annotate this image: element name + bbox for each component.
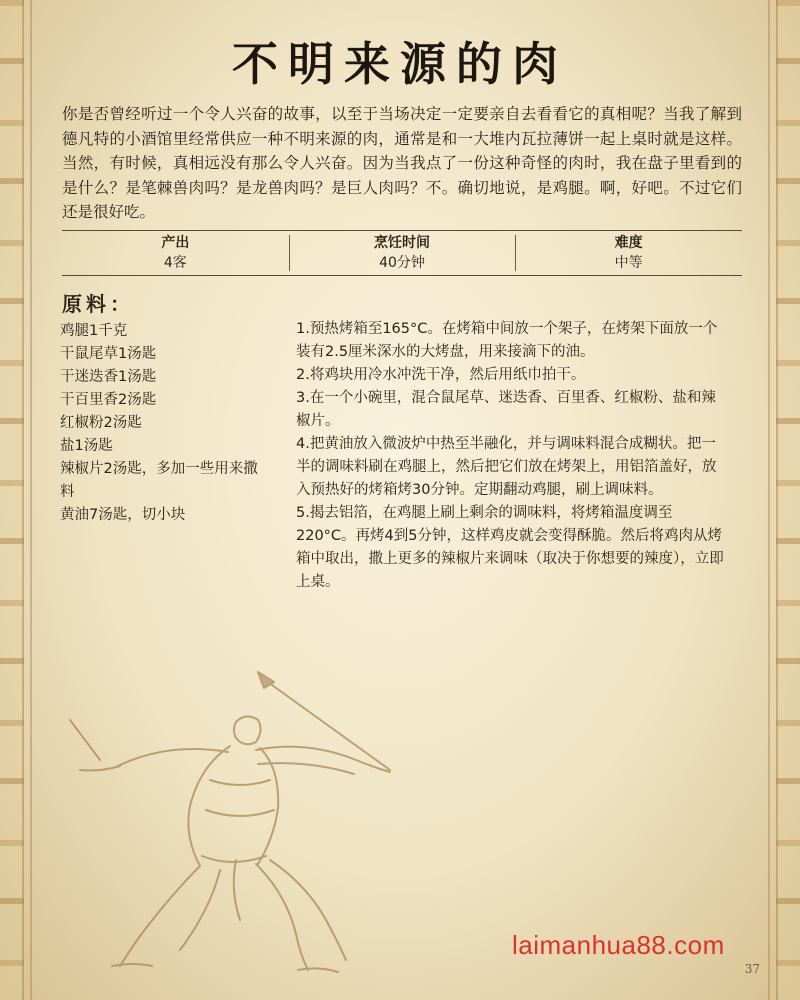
ingredient-item: 辣椒片2汤匙，多加一些用来撒料: [60, 461, 258, 500]
recipe-stats-bar: [62, 230, 742, 276]
instructions-list: [296, 318, 726, 594]
instruction-step: 1.预热烤箱至165°C。在烤箱中间放一个架子，在烤架下面放一个装有2.5厘米深水的大烤盘，用来接滴下的油。: [296, 321, 718, 360]
right-decorative-border: [776, 0, 800, 1000]
instruction-step: 5.揭去铝箔，在鸡腿上刷上剩余的调味料，将烤箱温度调至220°C。再烤4到5分钟，这样鸡皮就会变得酥脆。然后将鸡肉从烤箱中取出，撒上更多的辣椒片来调味（取决于你想要的辣度），立即上桌。: [296, 505, 724, 590]
cook-time-value: 40分钟: [379, 255, 425, 271]
left-decorative-border: [0, 0, 24, 1000]
instruction-step: 2.将鸡块用冷水冲洗干净，然后用纸巾拍干。: [296, 367, 586, 383]
difficulty-label: 难度: [614, 235, 643, 251]
page-number: 37: [744, 962, 760, 976]
ingredient-item: 干迷迭香1汤匙: [60, 369, 157, 385]
cook-time-label: 烹饪时间: [374, 235, 430, 251]
warrior-sketch-illustration: [60, 660, 440, 980]
ingredient-item: 红椒粉2汤匙: [60, 415, 142, 431]
ingredients-list: [60, 320, 270, 527]
difficulty-value: 中等: [614, 255, 643, 271]
instruction-step: 3.在一个小碗里，混合鼠尾草、迷迭香、百里香、红椒粉、盐和辣椒片。: [296, 390, 716, 429]
left-border-line: [30, 0, 32, 1000]
instruction-step: 4.把黄油放入微波炉中热至半融化，并与调味料混合成糊状。把一半的调味料刷在鸡腿上，然后把它们放在烤架上，用铝箔盖好，放入预热好的烤箱烤30分钟。定期翻动鸡腿，刷上调味料。: [296, 436, 717, 498]
right-border-line: [768, 0, 770, 1000]
website-watermark: laimanhua88.com: [512, 930, 725, 960]
ingredient-item: 盐1汤匙: [60, 438, 113, 454]
yield-label: 产出: [161, 235, 190, 251]
difficulty-stat: [515, 231, 742, 275]
ingredient-item: 干百里香2汤匙: [60, 392, 157, 408]
cook-time-stat: [289, 231, 516, 275]
ingredients-heading: 原料：: [62, 292, 134, 316]
intro-paragraph: 你是否曾经听过一个令人兴奋的故事，以至于当场决定一定要亲自去看看它的真相呢？当我了解到德凡特的小酒馆里经常供应一种不明来源的肉，通常是和一大堆内瓦拉薄饼一起上桌时就是这样。当然，有时候，真相远没有那么令人兴奋。因为当我点了一份这种奇怪的肉时，我在盘子里看到的是什么？是笔棘兽肉吗？是龙兽肉吗？是巨人肉吗？不。确切地说，是鸡腿。啊，好吧。不过它们还是很好吃。: [62, 105, 742, 221]
ingredient-item: 黄油7汤匙，切小块: [60, 507, 186, 523]
recipe-title: 不明来源的肉: [232, 37, 568, 91]
ingredient-item: 干鼠尾草1汤匙: [60, 346, 157, 362]
yield-stat: [62, 231, 289, 275]
ingredient-item: 鸡腿1千克: [60, 323, 128, 339]
yield-value: 4客: [163, 255, 187, 271]
